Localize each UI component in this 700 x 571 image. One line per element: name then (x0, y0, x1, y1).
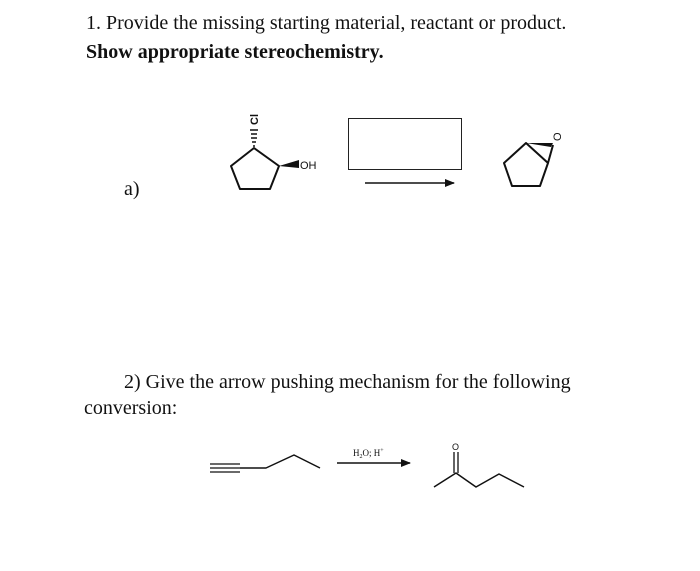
question-1-instruction: Show appropriate stereochemistry. (86, 41, 384, 63)
epoxide-bond (548, 145, 553, 163)
hydroxyl-group: OH (300, 160, 317, 172)
ketone-chain (434, 473, 524, 487)
alkyne-molecule (210, 455, 320, 472)
part-a-label: a) (124, 178, 140, 200)
hashed-wedge-cl (250, 130, 258, 146)
carbonyl-oxygen: O (452, 442, 460, 452)
reagent-label (353, 448, 384, 460)
svg-text:H2O; H+: $H_2O$; H+ (353, 448, 384, 460)
question-1-prompt: 1. Provide the missing starting material, reactant or product. (86, 12, 567, 34)
product-ring (504, 143, 548, 186)
epoxide-oxygen: O (552, 132, 564, 141)
question-2-prompt-continued: conversion: (84, 397, 178, 419)
product-epoxide (504, 132, 564, 186)
alkyne-chain (240, 455, 320, 468)
question-2-prompt: 2) Give the arrow pushing mechanism for the following (124, 371, 571, 393)
ketone-molecule (434, 442, 524, 487)
bold-wedge-oh (279, 160, 299, 168)
reactant-molecule (231, 114, 317, 189)
chlorine-atom: Cl (249, 114, 261, 125)
cyclopentane-ring (231, 148, 279, 189)
